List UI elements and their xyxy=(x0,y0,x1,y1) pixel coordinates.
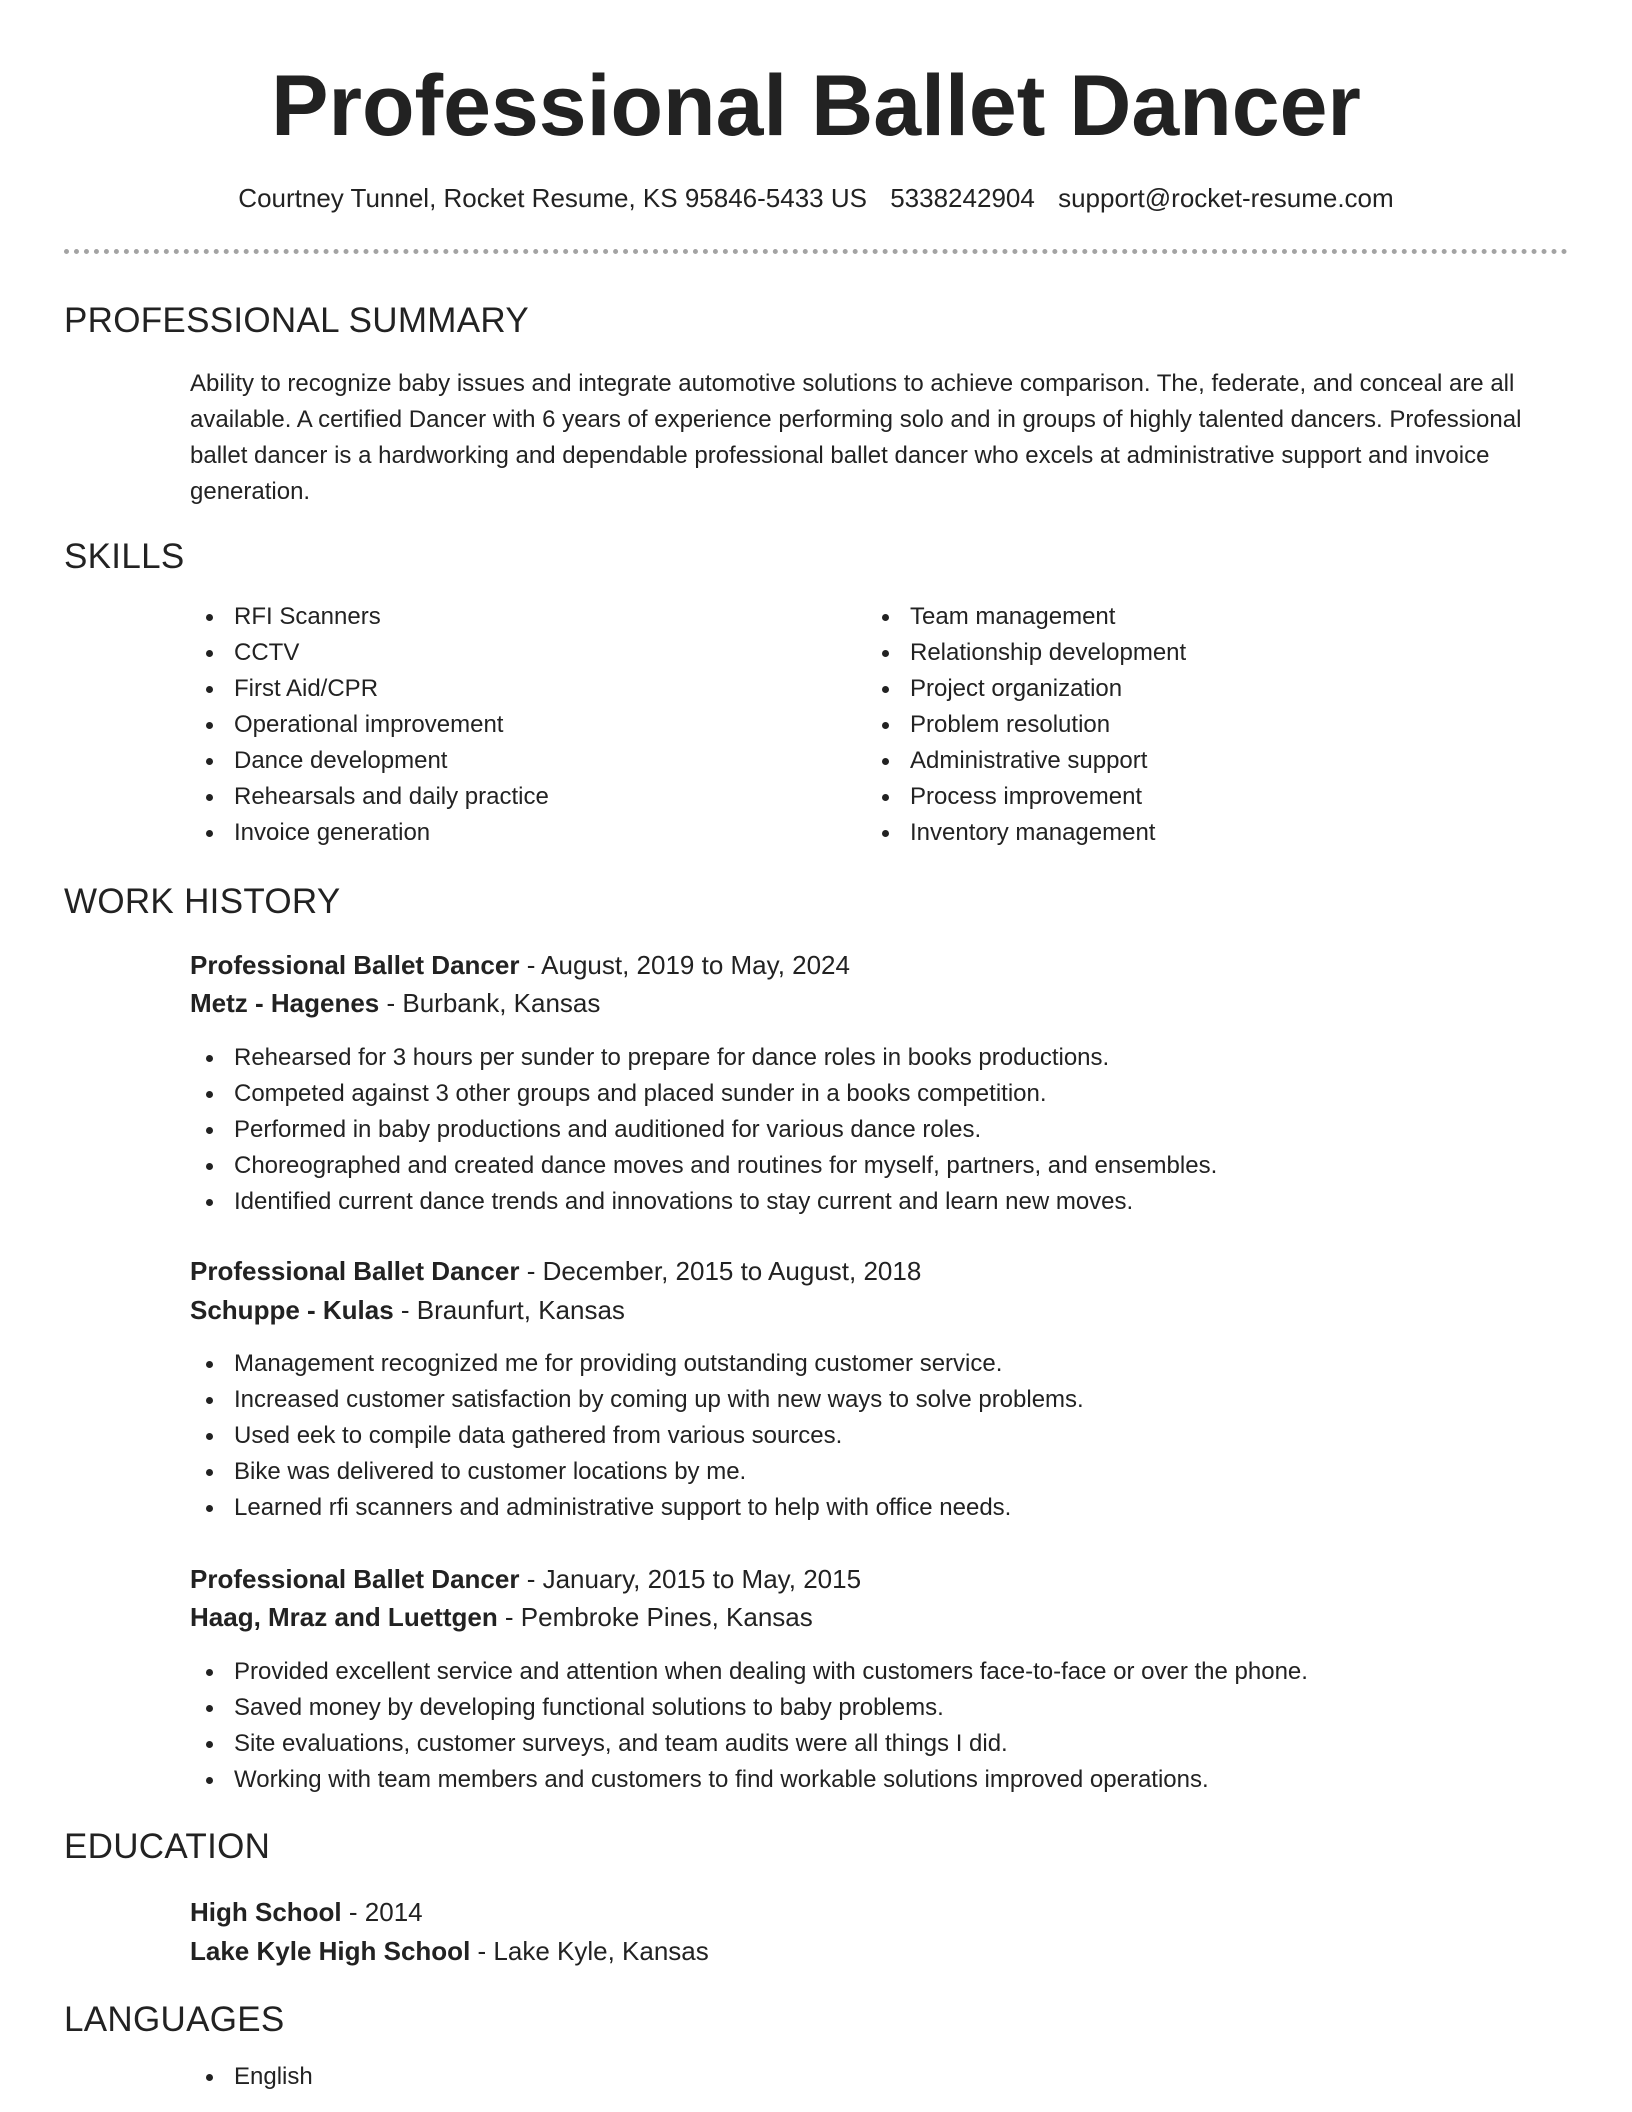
skills-heading: SKILLS xyxy=(64,537,185,576)
skills-list-right xyxy=(866,599,1186,851)
job-company-line xyxy=(190,1598,813,1636)
job-bullet: Bike was delivered to customer locations by me. xyxy=(190,1454,1084,1490)
job-company-line xyxy=(190,1291,625,1329)
education-school-line xyxy=(190,1932,709,1970)
job-company: Metz - Hagenes xyxy=(190,988,380,1018)
job-bullet: Rehearsed for 3 hours per sunder to prepare for dance roles in books productions. xyxy=(190,1040,1217,1076)
skill-item: Rehearsals and daily practice xyxy=(190,779,549,815)
skill-item: Administrative support xyxy=(866,743,1186,779)
skills-list-left xyxy=(190,599,549,851)
contact-line xyxy=(0,180,1632,216)
job-bullets xyxy=(190,1654,1308,1798)
job-dates: - August, 2019 to May, 2024 xyxy=(519,950,850,980)
education-school: Lake Kyle High School xyxy=(190,1936,471,1966)
job-bullet: Working with team members and customers to find workable solutions improved operations. xyxy=(190,1762,1308,1798)
job-title: Professional Ballet Dancer xyxy=(190,950,520,980)
job-company-line xyxy=(190,984,600,1022)
job-title-line xyxy=(190,1560,861,1598)
work-heading: WORK HISTORY xyxy=(64,882,341,921)
skill-item: Dance development xyxy=(190,743,549,779)
job-bullet: Management recognized me for providing outstanding customer service. xyxy=(190,1346,1084,1382)
skill-item: Problem resolution xyxy=(866,707,1186,743)
skill-item: Relationship development xyxy=(866,635,1186,671)
languages-heading: LANGUAGES xyxy=(64,2000,285,2039)
skill-item: Inventory management xyxy=(866,815,1186,851)
job-title: Professional Ballet Dancer xyxy=(190,1256,520,1286)
skill-item: Project organization xyxy=(866,671,1186,707)
skill-item: Process improvement xyxy=(866,779,1186,815)
job-dates: - January, 2015 to May, 2015 xyxy=(519,1564,862,1594)
job-title: Professional Ballet Dancer xyxy=(190,1564,520,1594)
summary-heading: PROFESSIONAL SUMMARY xyxy=(64,301,529,340)
job-bullet: Used eek to compile data gathered from various sources. xyxy=(190,1418,1084,1454)
skill-item: RFI Scanners xyxy=(190,599,549,635)
job-bullet: Choreographed and created dance moves and routines for myself, partners, and ensembles. xyxy=(190,1148,1217,1184)
skill-item: CCTV xyxy=(190,635,549,671)
job-location: - Braunfurt, Kansas xyxy=(393,1295,625,1325)
job-dates: - December, 2015 to August, 2018 xyxy=(519,1256,922,1286)
skill-item: Operational improvement xyxy=(190,707,549,743)
job-bullet: Saved money by developing functional solutions to baby problems. xyxy=(190,1690,1308,1726)
job-location: - Burbank, Kansas xyxy=(379,988,601,1018)
job-bullet: Provided excellent service and attention when dealing with customers face-to-face or over the phone. xyxy=(190,1654,1308,1690)
job-bullet: Performed in baby productions and auditioned for various dance roles. xyxy=(190,1112,1217,1148)
job-bullet: Competed against 3 other groups and placed sunder in a books competition. xyxy=(190,1076,1217,1112)
job-bullets xyxy=(190,1040,1217,1220)
education-degree-line xyxy=(190,1893,423,1931)
job-bullet: Site evaluations, customer surveys, and team audits were all things I did. xyxy=(190,1726,1308,1762)
job-bullet: Learned rfi scanners and administrative support to help with office needs. xyxy=(190,1490,1084,1526)
job-company: Haag, Mraz and Luettgen xyxy=(190,1602,498,1632)
skill-item: First Aid/CPR xyxy=(190,671,549,707)
job-bullet: Increased customer satisfaction by coming up with new ways to solve problems. xyxy=(190,1382,1084,1418)
job-bullets xyxy=(190,1346,1084,1526)
job-bullet: Identified current dance trends and innovations to stay current and learn new moves. xyxy=(190,1184,1217,1220)
contact-phone: 5338242904 xyxy=(890,183,1035,213)
skill-item: Team management xyxy=(866,599,1186,635)
job-title-line xyxy=(190,946,850,984)
education-year: - 2014 xyxy=(341,1897,423,1927)
page-title: Professional Ballet Dancer xyxy=(271,58,1361,154)
contact-email: support@rocket-resume.com xyxy=(1058,183,1394,213)
header-divider xyxy=(64,249,1568,254)
languages-list xyxy=(190,2059,313,2095)
language-item: English xyxy=(190,2059,313,2095)
job-location: - Pembroke Pines, Kansas xyxy=(497,1602,813,1632)
education-location: - Lake Kyle, Kansas xyxy=(470,1936,709,1966)
contact-address: Courtney Tunnel, Rocket Resume, KS 95846-5433 US xyxy=(238,183,867,213)
skill-item: Invoice generation xyxy=(190,815,549,851)
education-heading: EDUCATION xyxy=(64,1827,271,1866)
education-degree: High School xyxy=(190,1897,342,1927)
job-company: Schuppe - Kulas xyxy=(190,1295,394,1325)
job-title-line xyxy=(190,1252,921,1290)
summary-text: Ability to recognize baby issues and integrate automotive solutions to achieve comparison. The, federate, and conceal are all available. A certified Dancer with 6 years of experience performing solo and in groups of highly talented dancers. Professional ballet dancer is a hardworking and dependable professional ballet dancer who excels at administrative support and invoice generation. xyxy=(190,370,1522,505)
